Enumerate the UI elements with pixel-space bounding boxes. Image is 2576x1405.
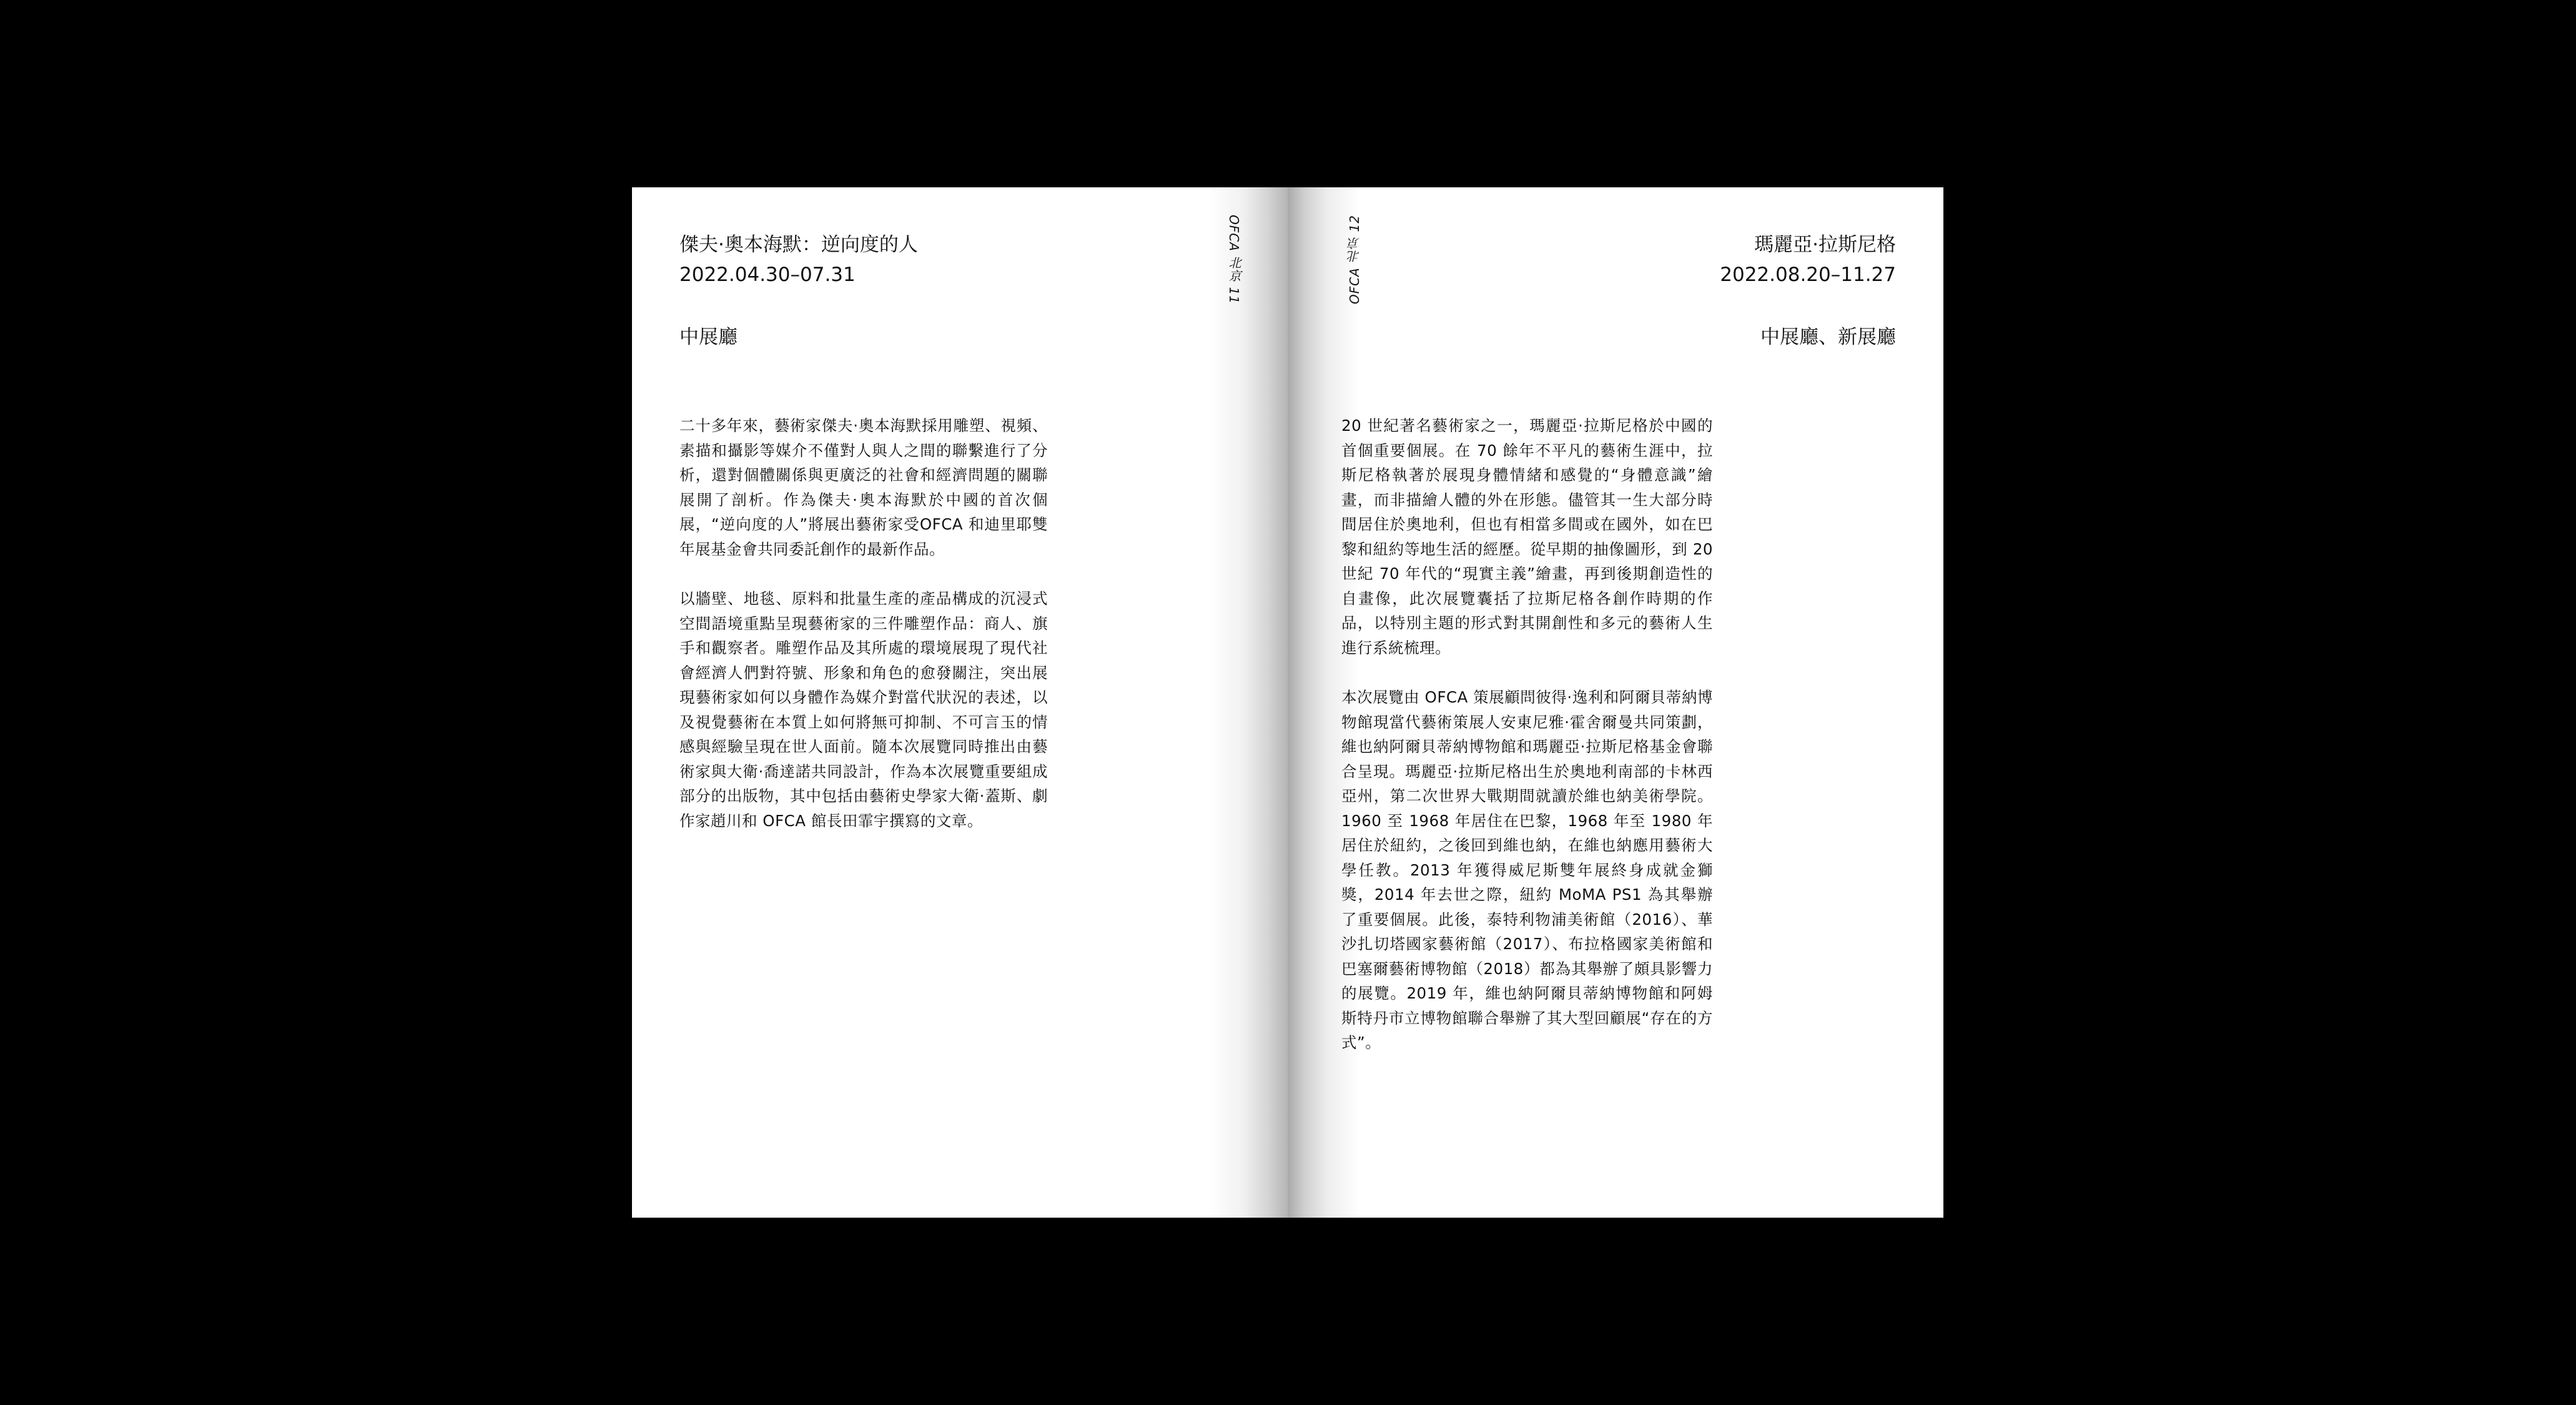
right-body-text bbox=[1341, 413, 1713, 1080]
right-header bbox=[1720, 230, 1896, 290]
left-body-text bbox=[679, 413, 1048, 858]
right-exhibition-dates: 2022.08.20–11.27 bbox=[1720, 264, 1896, 286]
left-paragraph-1: 二十多年來，藝術家傑夫·奧本海默採用雕塑、視頻、素描和攝影等媒介不僅對人與人之間的聯繫進行了分析，還對個體關係與更廣泛的社會和經濟問題的關聯展開了剖析。作為傑夫·奧本海默於中國的首次個展，“逆向度的人”將展出藝術家受OFCA 和迪里耶雙年展基金會共同委託創作的最新作品。 bbox=[679, 417, 1048, 558]
right-page bbox=[1288, 187, 1943, 1218]
left-venue: 中展廳 bbox=[679, 326, 738, 348]
left-exhibition-title: 傑夫·奧本海默：逆向度的人 bbox=[679, 234, 918, 256]
left-page bbox=[632, 187, 1288, 1218]
right-exhibition-title: 瑪麗亞·拉斯尼格 bbox=[1754, 234, 1896, 256]
right-folio bbox=[1340, 215, 1365, 315]
book-spread bbox=[632, 187, 1943, 1218]
left-folio bbox=[1220, 215, 1245, 315]
left-paragraph-2: 以牆壁、地毯、原料和批量生產的產品構成的沉浸式空間語境重點呈現藝術家的三件雕塑作品：商人、旗手和觀察者。雕塑作品及其所處的環境展現了現代社會經濟人們對符號、形象和角色的愈發關注，突出展現藝術家如何以身體作為媒介對當代狀況的表述，以及視覺藝術在本質上如何將無可抑制、不可言玉的情感與經驗呈現在世人面前。隨本次展覽同時推出由藝術家與大衛·喬達諾共同設計，作為本次展覽重要組成部分的出版物，其中包括由藝術史學家大衛·蓋斯、劇作家趙川和 OFCA 館長田霏宇撰寫的文章。 bbox=[679, 589, 1048, 830]
left-folio-text: OFCA 北京 11 bbox=[1226, 215, 1241, 305]
right-paragraph-1: 20 世紀著名藝術家之一，瑪麗亞·拉斯尼格於中國的首個重要個展。在 70 餘年不平凡的藝術生涯中，拉斯尼格執著於展現身體情緒和感覺的“身體意識”繪畫，而非描繪人體的外在形態。儘管其一生大部分時間居住於奧地利，但也有相當多間或在國外，如在巴黎和紐約等地生活的經歷。從早期的抽像圖形，到 20 世紀 70 年代的“現實主義”繪畫，再到後期創造性的自畫像，此次展覽囊括了拉斯尼格各創作時期的作品，以特別主題的形式對其開創性和多元的藝術人生進行系統梳理。 bbox=[1341, 417, 1713, 657]
right-folio-text: OFCA 北京 12 bbox=[1347, 215, 1362, 305]
right-venue: 中展廳、新展廳 bbox=[1760, 326, 1896, 348]
right-paragraph-2: 本次展覽由 OFCA 策展顧問彼得·逸利和阿爾貝蒂納博物館現當代藝術策展人安東尼雅·霍舍爾曼共同策劃，維也納阿爾貝蒂納博物館和瑪麗亞·拉斯尼格基金會聯合呈現。瑪麗亞·拉斯尼格出生於奧地利南部的卡林西亞州，第二次世界大戰期間就讀於維也納美術學院。1960 至 1968 年居住在巴黎，1968 年至 1980 年居住於紐約，之後回到維也納，在維也納應用藝術大學任教。2013 年獲得威尼斯雙年展終身成就金獅獎，2014 年去世之際，紐約 MoMA PS1 為其舉辦了重要個展。此後，泰特利物浦美術館（2016）、華沙扎切塔國家藝術館（2017）、布拉格國家美術館和巴塞爾藝術博物館（2018）都為其舉辦了頗具影響力的展覽。2019 年，維也納阿爾貝蒂納博物館和阿姆斯特丹市立博物館聯合舉辦了其大型回顧展“存在的方式”。 bbox=[1341, 688, 1713, 1052]
left-exhibition-dates: 2022.04.30–07.31 bbox=[679, 264, 856, 286]
left-header bbox=[679, 230, 918, 290]
